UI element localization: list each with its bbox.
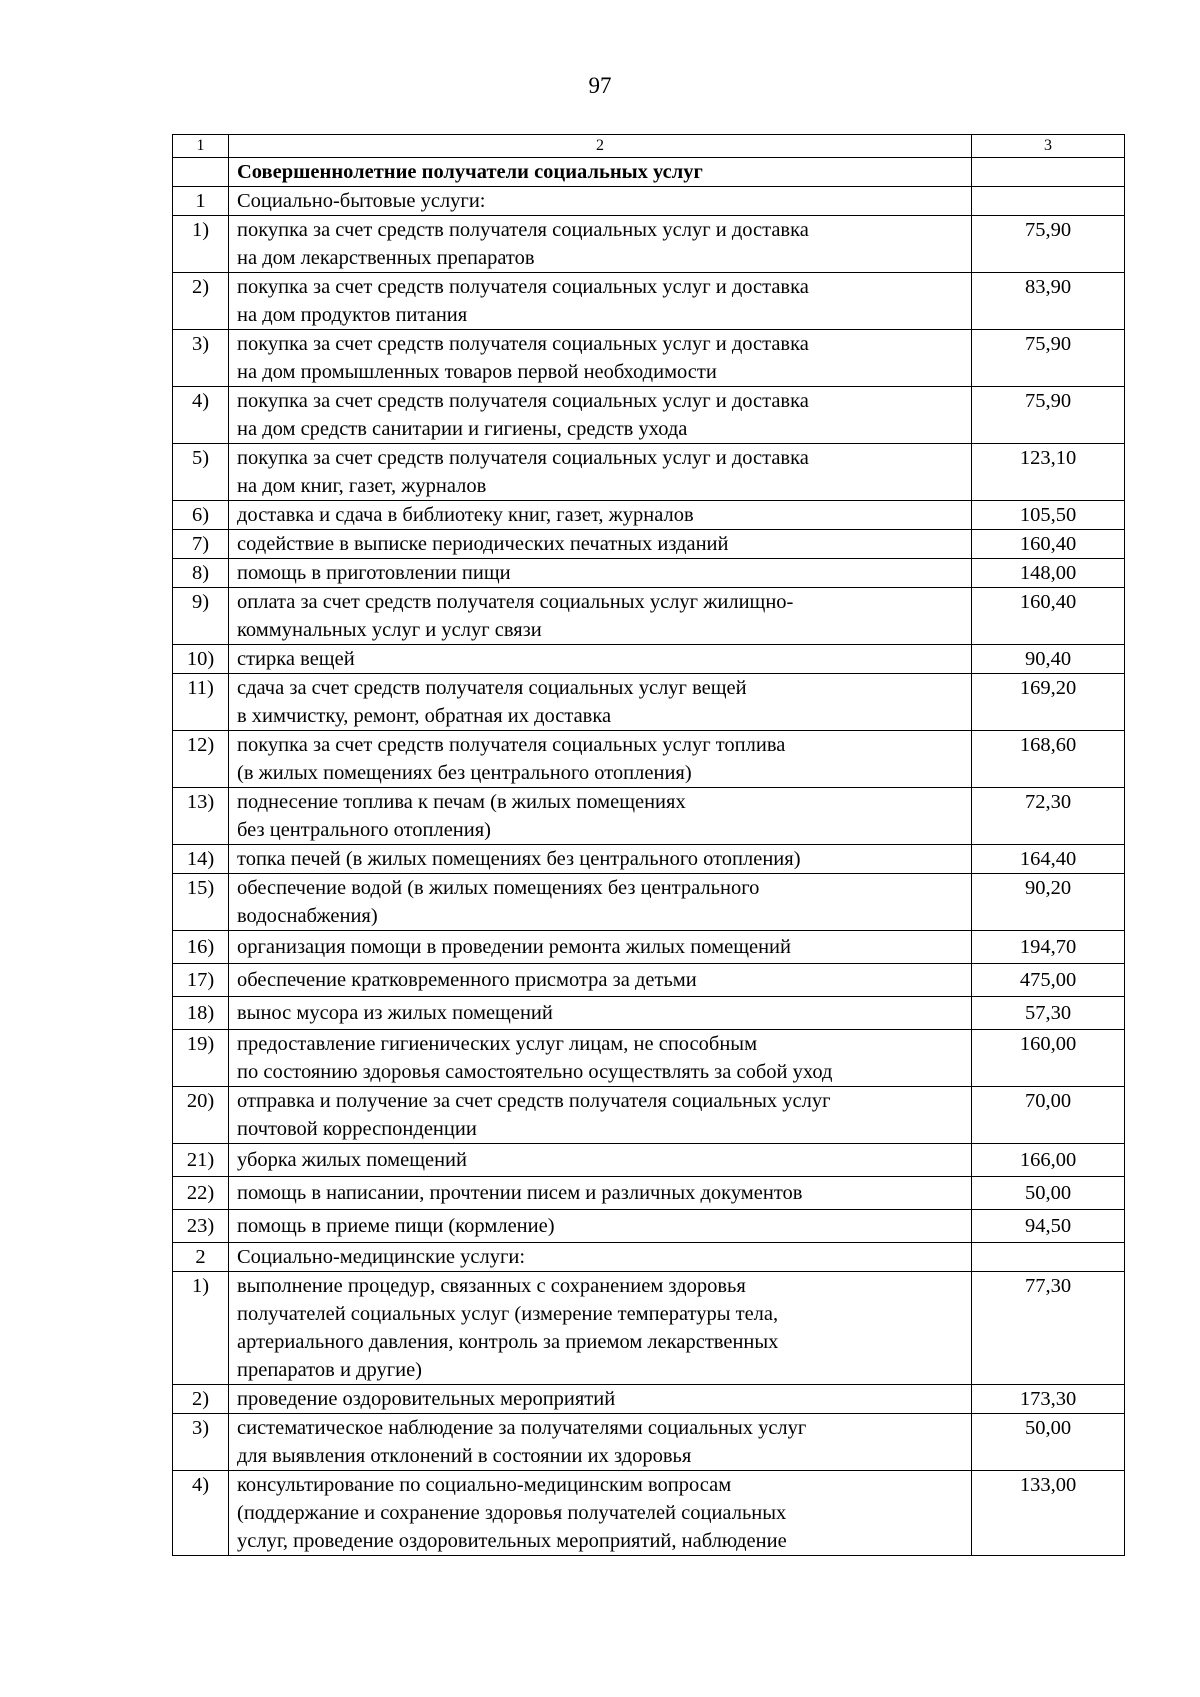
service-description [229,501,972,530]
group-title: Социально-бытовые услуги: [229,187,972,216]
table-row [173,788,1125,845]
description-line: выполнение процедур, связанных с сохранением здоровья [237,1275,746,1297]
description-line: проведение оздоровительных мероприятий [237,1388,616,1410]
item-number: 2) [173,1385,229,1414]
item-number: 3) [173,1414,229,1471]
description-line: (в жилых помещениях без центрального отопления) [237,762,692,784]
description-line: отправка и получение за счет средств получателя социальных услуг [237,1090,831,1112]
description-line: консультирование по социально-медицинским вопросам [237,1474,732,1496]
service-description [229,1177,972,1210]
table-row [173,1414,1125,1471]
service-price: 133,00 [972,1471,1125,1556]
description-line: топка печей (в жилых помещениях без центрального отопления) [237,848,801,870]
item-number: 11) [173,674,229,731]
table-row [173,731,1125,788]
empty-cell [972,158,1125,187]
service-description [229,387,972,444]
service-description [229,216,972,273]
empty-cell [972,187,1125,216]
service-description [229,1272,972,1385]
column-number-1: 1 [173,135,229,158]
description-line: обеспечение водой (в жилых помещениях без центрального [237,877,760,899]
description-line: водоснабжения) [237,905,378,927]
service-price: 160,00 [972,1030,1125,1087]
description-line: на дом средств санитарии и гигиены, средств ухода [237,418,688,440]
service-price: 75,90 [972,330,1125,387]
table-row [173,501,1125,530]
description-line: препаратов и другие) [237,1359,423,1381]
service-description [229,559,972,588]
description-line: на дом лекарственных препаратов [237,247,535,269]
description-line: (поддержание и сохранение здоровья получателей социальных [237,1502,787,1524]
description-line: предоставление гигиенических услуг лицам, не способным [237,1033,758,1055]
description-line: на дом продуктов питания [237,304,468,326]
service-price: 50,00 [972,1414,1125,1471]
group-title: Социально-медицинские услуги: [229,1243,972,1272]
column-number-2: 2 [229,135,972,158]
section-title: Совершеннолетние получатели социальных услуг [229,158,972,187]
service-description [229,731,972,788]
service-description [229,1030,972,1087]
description-line: на дом промышленных товаров первой необходимости [237,361,717,383]
item-number: 23) [173,1210,229,1243]
service-description [229,788,972,845]
item-number: 9) [173,588,229,645]
service-description [229,997,972,1030]
service-price: 173,30 [972,1385,1125,1414]
service-description [229,1385,972,1414]
description-line: на дом книг, газет, журналов [237,475,487,497]
item-number: 2) [173,273,229,330]
column-number-3: 3 [972,135,1125,158]
description-line: артериального давления, контроль за приемом лекарственных [237,1331,779,1353]
table-row [173,444,1125,501]
item-number: 15) [173,874,229,931]
table-row [173,1144,1125,1177]
table-row [173,931,1125,964]
service-description [229,273,972,330]
item-number: 4) [173,1471,229,1556]
service-price: 160,40 [972,588,1125,645]
service-price: 168,60 [972,731,1125,788]
table-row [173,273,1125,330]
service-price: 75,90 [972,216,1125,273]
table-row [173,588,1125,645]
item-number: 19) [173,1030,229,1087]
description-line: вынос мусора из жилых помещений [237,1002,553,1024]
description-line: сдача за счет средств получателя социальных услуг вещей [237,677,747,699]
description-line: помощь в приготовлении пищи [237,562,511,584]
table-row [173,874,1125,931]
description-line: покупка за счет средств получателя социальных услуг и доставка [237,390,809,412]
table-row [173,1210,1125,1243]
group-number: 1 [173,187,229,216]
description-line: организация помощи в проведении ремонта жилых помещений [237,936,791,958]
item-number: 8) [173,559,229,588]
service-price: 148,00 [972,559,1125,588]
description-line: обеспечение кратковременного присмотра за детьми [237,969,697,991]
item-number: 14) [173,845,229,874]
service-description [229,674,972,731]
service-description [229,1210,972,1243]
table-row [173,216,1125,273]
description-line: для выявления отклонений в состоянии их здоровья [237,1445,692,1467]
service-price: 194,70 [972,931,1125,964]
item-number: 20) [173,1087,229,1144]
item-number: 7) [173,530,229,559]
empty-cell [173,158,229,187]
service-description [229,874,972,931]
item-number: 17) [173,964,229,997]
service-description [229,645,972,674]
table-row [173,964,1125,997]
item-number: 3) [173,330,229,387]
service-description [229,1414,972,1471]
description-line: получателей социальных услуг (измерение температуры тела, [237,1303,779,1325]
description-line: систематическое наблюдение за получателями социальных услуг [237,1417,807,1439]
empty-cell [972,1243,1125,1272]
description-line: стирка вещей [237,648,355,670]
group-number: 2 [173,1243,229,1272]
service-description [229,1087,972,1144]
service-description [229,1144,972,1177]
table-row [173,1030,1125,1087]
description-line: содействие в выписке периодических печатных изданий [237,533,729,555]
group-row [173,187,1125,216]
table-row [173,530,1125,559]
services-price-table [172,134,1125,1556]
item-number: 12) [173,731,229,788]
table-row [173,674,1125,731]
service-price: 75,90 [972,387,1125,444]
service-price: 160,40 [972,530,1125,559]
service-price: 70,00 [972,1087,1125,1144]
description-line: помощь в приеме пищи (кормление) [237,1215,555,1237]
service-price: 90,20 [972,874,1125,931]
table-row [173,559,1125,588]
service-price: 90,40 [972,645,1125,674]
table-row [173,1385,1125,1414]
description-line: уборка жилых помещений [237,1149,467,1171]
service-price: 77,30 [972,1272,1125,1385]
table-row [173,387,1125,444]
description-line: коммунальных услуг и услуг связи [237,619,542,641]
table-body [173,135,1125,1556]
table-row [173,1471,1125,1556]
item-number: 13) [173,788,229,845]
service-price: 164,40 [972,845,1125,874]
table-row [173,330,1125,387]
item-number: 18) [173,997,229,1030]
description-line: почтовой корреспонденции [237,1118,477,1140]
service-description [229,845,972,874]
table-row [173,997,1125,1030]
table-row [173,1087,1125,1144]
service-description [229,1471,972,1556]
service-description [229,530,972,559]
item-number: 4) [173,387,229,444]
description-line: услуг, проведение оздоровительных мероприятий, наблюдение [237,1530,787,1552]
service-price: 94,50 [972,1210,1125,1243]
description-line: по состоянию здоровья самостоятельно осуществлять за собой уход [237,1061,833,1083]
description-line: покупка за счет средств получателя социальных услуг и доставка [237,447,809,469]
description-line: оплата за счет средств получателя социальных услуг жилищно- [237,591,794,613]
service-description [229,931,972,964]
description-line: покупка за счет средств получателя социальных услуг и доставка [237,276,809,298]
service-description [229,964,972,997]
description-line: помощь в написании, прочтении писем и различных документов [237,1182,803,1204]
service-price: 57,30 [972,997,1125,1030]
description-line: покупка за счет средств получателя социальных услуг и доставка [237,333,809,355]
item-number: 5) [173,444,229,501]
service-price: 83,90 [972,273,1125,330]
item-number: 10) [173,645,229,674]
service-price: 166,00 [972,1144,1125,1177]
table-row [173,1177,1125,1210]
service-price: 123,10 [972,444,1125,501]
group-row [173,1243,1125,1272]
description-line: поднесение топлива к печам (в жилых помещениях [237,791,686,813]
item-number: 1) [173,216,229,273]
table-row [173,645,1125,674]
description-line: без центрального отопления) [237,819,491,841]
service-price: 475,00 [972,964,1125,997]
table-row [173,1272,1125,1385]
item-number: 22) [173,1177,229,1210]
service-price: 105,50 [972,501,1125,530]
page-number: 97 [588,73,612,98]
service-description [229,588,972,645]
service-description [229,444,972,501]
column-number-row [173,135,1125,158]
item-number: 16) [173,931,229,964]
description-line: в химчистку, ремонт, обратная их доставка [237,705,612,727]
item-number: 1) [173,1272,229,1385]
description-line: доставка и сдача в библиотеку книг, газет, журналов [237,504,694,526]
service-description [229,330,972,387]
service-price: 50,00 [972,1177,1125,1210]
section-title-row [173,158,1125,187]
description-line: покупка за счет средств получателя социальных услуг топлива [237,734,786,756]
item-number: 21) [173,1144,229,1177]
service-price: 169,20 [972,674,1125,731]
item-number: 6) [173,501,229,530]
description-line: покупка за счет средств получателя социальных услуг и доставка [237,219,809,241]
service-price: 72,30 [972,788,1125,845]
table-row [173,845,1125,874]
